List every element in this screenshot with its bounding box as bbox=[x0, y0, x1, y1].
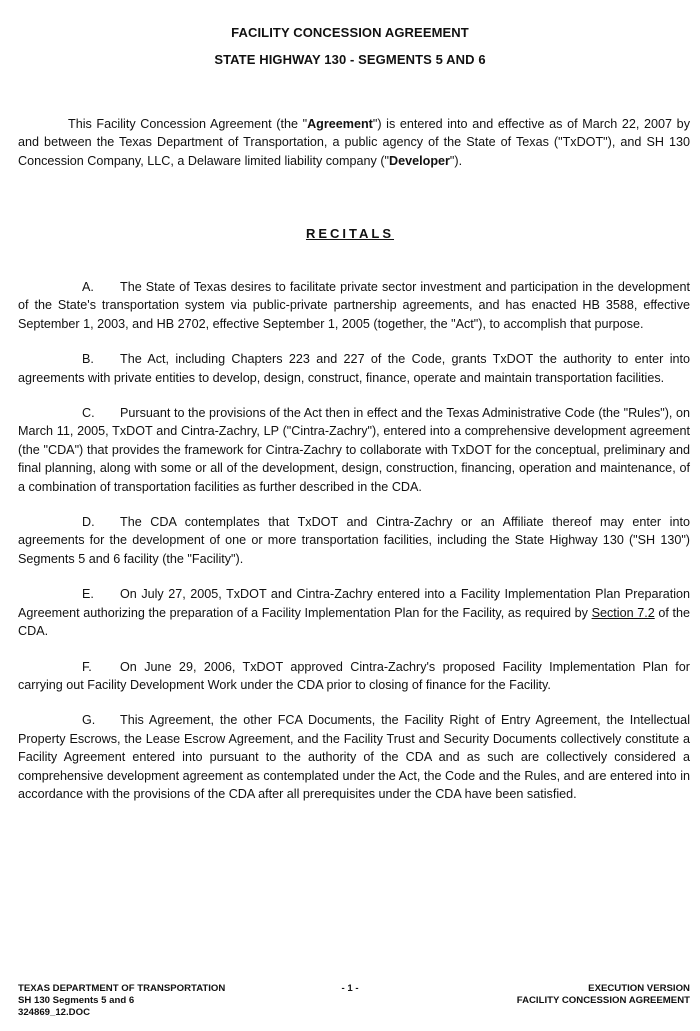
recital-letter: D. bbox=[82, 515, 95, 530]
footer-project: SH 130 Segments 5 and 6 bbox=[18, 995, 135, 1006]
recital-g bbox=[18, 711, 690, 803]
agreement-term: Agreement bbox=[307, 117, 373, 131]
footer-version: EXECUTION VERSION bbox=[588, 983, 690, 994]
recital-letter: G. bbox=[82, 713, 96, 728]
recital-letter: E. bbox=[82, 587, 94, 602]
recitals-section bbox=[18, 278, 690, 820]
recital-f bbox=[18, 658, 690, 695]
recital-e bbox=[18, 585, 690, 640]
footer-docid: 324869_12.DOC bbox=[18, 1007, 91, 1018]
recitals-heading: RECITALS bbox=[305, 226, 395, 241]
recital-letter: C. bbox=[82, 406, 95, 421]
recital-text: This Agreement, the other FCA Documents, the Facility Right of Entry Agreement, the Intellectual Property Escrows, the Lease Escrow Agreement, and the Facility Trust and Security Documents collectively constitute a Facility Agreement entered into pursuant to the authority of the CDA and as such are collectively considered a comprehensive development agreement as contemplated under the Act, the Code and the Rules, and are entered into in accordance with the provisions of the CDA after all prerequisites under the CDA have been satisfied. bbox=[18, 713, 690, 801]
recital-text: Pursuant to the provisions of the Act then in effect and the Texas Administrative Code (the "Rules"), on March 11, 2005, TxDOT and Cintra-Zachry, LP ("Cintra-Zachry"), entered into a comprehensive development agreement (the "CDA") that provides the framework for Cintra-Zachry to collaborate with TxDOT for the conceptual, preliminary and final planning, along with some or all of the development, design, construction, financing, operation and maintenance, of a combination of transportation facilities as further described in the CDA. bbox=[18, 406, 690, 494]
recital-text: On June 29, 2006, TxDOT approved Cintra-Zachry's proposed Facility Implementation Plan for carrying out Facility Development Work under the CDA prior to closing of finance for the Facility. bbox=[18, 659, 690, 692]
section-reference-link[interactable]: Section 7.2 bbox=[591, 605, 655, 620]
footer-doc-title: FACILITY CONCESSION AGREEMENT bbox=[516, 995, 690, 1006]
recital-text: of the CDA. bbox=[18, 605, 690, 639]
recital-text: On July 27, 2005, TxDOT and Cintra-Zachry entered into a Facility Implementation Plan Preparation Agreement authorizing the preparation of a Facility Implementation Plan for the Facility, as required by bbox=[18, 587, 690, 620]
recital-text: The CDA contemplates that TxDOT and Cintra-Zachry or an Affiliate thereof may enter into agreements for the development of one or more transportation facilities, including the State Highway 130 ("SH 130") Segments 5 and 6 facility (the "Facility"). bbox=[18, 515, 690, 566]
recital-c bbox=[18, 404, 690, 496]
intro-text-3: "). bbox=[449, 153, 463, 168]
footer-right bbox=[517, 983, 690, 1007]
recital-letter: B. bbox=[82, 352, 94, 367]
intro-text-2: ") is entered into and effective as of March 22, 2007 by and between the Texas Department of Transportation, a public agency of the State of Texas ("TxDOT"), and SH 130 Concession Company, LLC, a Delaware limited liability company (" bbox=[18, 117, 690, 168]
document-subtitle: STATE HIGHWAY 130 - SEGMENTS 5 AND 6 bbox=[214, 52, 486, 67]
intro-paragraph bbox=[18, 115, 690, 187]
recital-letter: A. bbox=[82, 280, 94, 294]
recital-a bbox=[18, 278, 690, 333]
page-number: - 1 - bbox=[341, 983, 359, 994]
recital-d bbox=[18, 513, 690, 568]
recital-text: The Act, including Chapters 223 and 227 of the Code, grants TxDOT the authority to enter into agreements with private entities to develop, design, construct, finance, operate and maintain transportation facilities. bbox=[18, 352, 690, 385]
recital-b bbox=[18, 350, 690, 387]
intro-text-1: This Facility Concession Agreement (the " bbox=[68, 117, 308, 131]
recital-letter: F. bbox=[82, 659, 92, 674]
recital-text: The State of Texas desires to facilitate private sector investment and participation in the development of the State's transportation system via public-private partnership agreements, and has enacted HB 3588, effective September 1, 2003, and HB 2702, effective September 1, 2005 (together, the "Act"), to accomplish that purpose. bbox=[18, 280, 690, 331]
document-title: FACILITY CONCESSION AGREEMENT bbox=[231, 25, 469, 40]
footer-org: TEXAS DEPARTMENT OF TRANSPORTATION bbox=[18, 983, 226, 994]
developer-term: Developer bbox=[389, 153, 450, 168]
